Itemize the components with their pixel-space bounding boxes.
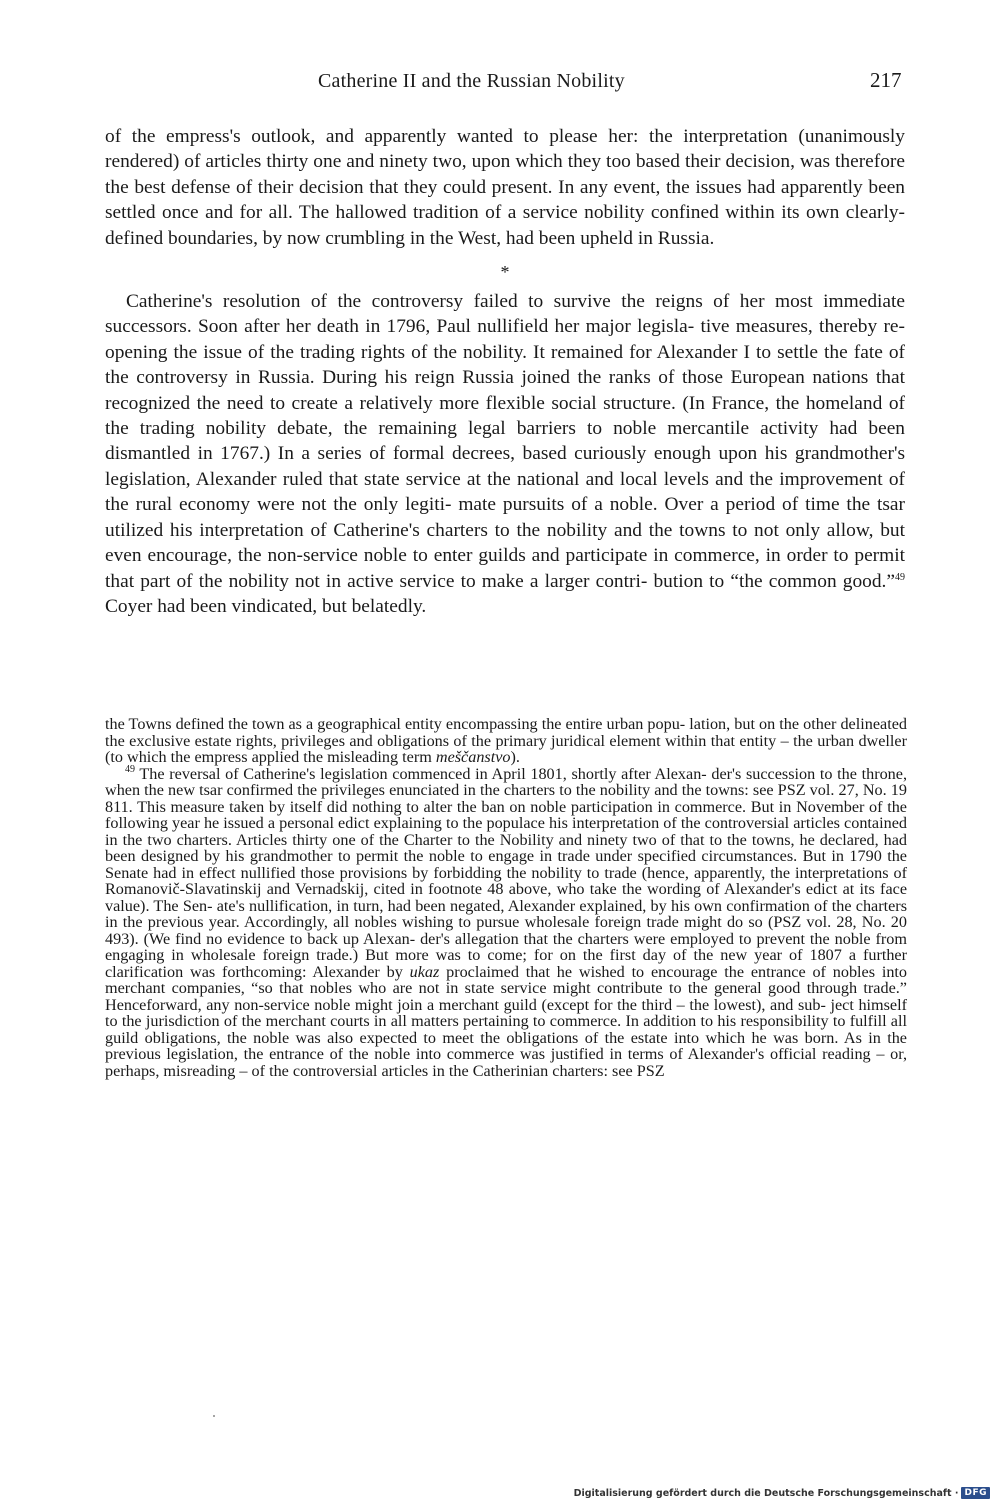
footnote-49: $^{49}$ The reversal of Catherine's legislation commenced in April 1801, shortly after Alexan- der's succession to the throne, when the new tsar confirmed the privileges enunciated in the charters to the nobility and the towns: see PSZ vol. 27, No. 19 811. This measure taken by itself did nothing to alter the ban on noble participation in commerce. But in November of the following year he issued a personal edict explaining to the populace his interpretation of the controversial articles contained in the two charters. Articles thirty one of the Charter to the Nobility and ninety two of that to the towns, he declared, had been designed by his grandmother to permit the noble to engage in trade under specified circumstances. But in 1790 the Senate had in effect nullified those provisions by forbidding the nobility to trade (hence, apparently, the interpretations of Romanovič-Slavatinskij and Vernadskij, cited in footnote 48 above, who take the wording of Alexander's edict at its face value). The Sen- ate's nullification, in turn, had been negated, Alexander explained, by his own confirmation of the charters in the previous year. Accordingly, all nobles wishing to pursue wholesale foreign trade might do so (PSZ vol. 28, No. 20 493). (We find no evidence to back up Alexan- der's allegation that the charters were employed to prevent the noble from engaging in wholesale foreign trade.) But more was to come; for on the first day of the new year of 1807 a further clarification was forthcoming: Alexander by ukaz proclaimed that he wished to encourage the entrance of nobles into merchant companies, “so that nobles who are not in state service might contribute to the general good through trade.” Henceforward, any non-service noble might join a merchant guild (except for the third – the lowest), and sub- ject himself to the jurisdiction of the merchant courts in all matters pertaining to commerce. In addition to his responsibility to fulfill all guild obligations, the noble was also expected to meet the obligations of the estate into which he was born. As in the previous legislation, the entrance of the noble into commerce was justified in terms of Alexander's official reading – or, perhaps, misreading – of the controversial articles in the Catherinian charters: see PSZ (105, 763, 908, 1080)
running-title: Catherine II and the Russian Nobility (318, 70, 625, 92)
main-text (105, 124, 905, 619)
footnotes (105, 716, 907, 1079)
footnote-continuation: the Towns defined the town as a geographical entity encompassing the entire urban popu- lation, but on the other delineated the exclusive estate rights, privileges and obligations of the primary juridical element within that entity – the urban dweller (to which the empress applied the misleading term meščanstvo). (105, 715, 907, 766)
section-separator: * (500, 262, 510, 283)
scan-speck (213, 1415, 215, 1417)
dfg-logo: DFG (961, 1487, 990, 1499)
footnote-number-49: 49 (125, 763, 135, 775)
page-number: 217 (870, 68, 902, 92)
paragraph-1: of the empress's outlook, and apparently wanted to please her: the interpretation (unanimously rendered) of articles thirty one and ninety two, upon which they too based their decision, was therefore the best defense of their decision that they could present. In any event, the issues had apparently been settled once and for all. The hallowed tradition of a service nobility confined within its own clearly-defined boundaries, by now crumbling in the West, had been upheld in Russia. (105, 126, 906, 249)
funding-notice: Digitalisierung gefördert durch die Deutsche Forschungsgemeinschaft · (573, 1487, 959, 1499)
footnote-ref-49: 49 (895, 571, 906, 583)
page-header (0, 70, 1000, 98)
paragraph-2: Catherine's resolution of the controversy failed to survive the reigns of her most immediate successors. Soon after her death in 1796, Paul nullifield her major legisla- tive measures, thereby re-opening the issue of the trading rights of the nobility. It remained for Alexander I to settle the fate of the controversy in Russia. During his reign Russia joined the ranks of those European nations that recognized the need to create a relatively more flexible social structure. (In France, the homeland of the trading nobility debate, the remaining legal barriers to noble mercantile activity had been dismantled in 1767.) In a series of formal decrees, based curiously enough upon his grandmother's legislation, Alexander ruled that state service at the national and local levels and the improvement of the rural economy were not the only legiti- mate pursuits of a noble. Over a period of time the tsar utilized his interpretation of Catherine's charters to the nobility and the towns to not only allow, but even encourage, the non-service noble to enter guilds and participate in commerce, in order to permit that part of the nobility not in active service to make a larger contri- bution to “the common good.”$^{49}$ Coyer had been vindicated, but belatedly. (105, 291, 906, 617)
digitization-footer (574, 1485, 990, 1501)
